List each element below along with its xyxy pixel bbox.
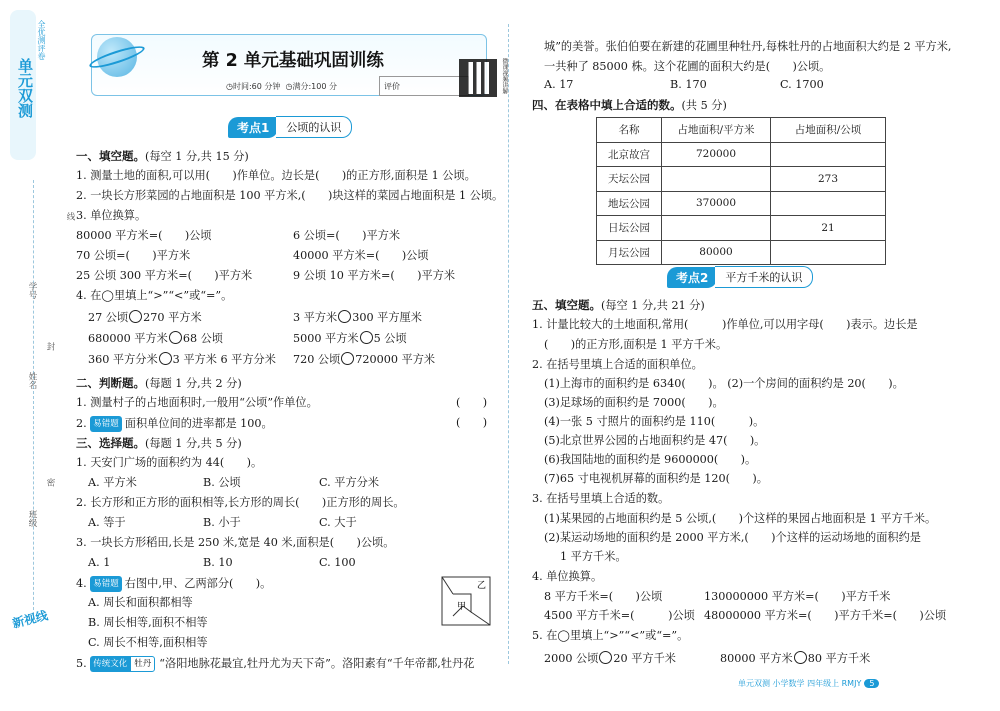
section-5-heading: 五、填空题。(每空 1 分,共 21 分) (532, 298, 705, 312)
field-class: 班级 (27, 510, 37, 527)
table-cell: 北京故宫 (597, 142, 662, 167)
table-cell[interactable] (771, 240, 886, 265)
answer-circle[interactable] (794, 651, 807, 664)
field-name: 姓名 (27, 372, 37, 389)
sub-question: (1)上海市的面积约是 6340( )。 (2)一个房间的面积约是 20( )。 (544, 377, 904, 390)
answer-circle[interactable] (169, 331, 182, 344)
option[interactable]: A. 周长和面积都相等 (88, 596, 193, 609)
conversion-item: 80000 平方米=( )公顷 (76, 229, 212, 242)
answer-paren[interactable]: ( ) (456, 396, 488, 409)
table-row (597, 216, 886, 241)
answer-circle[interactable] (341, 352, 354, 365)
column-divider (508, 24, 509, 664)
compare-item: 5000 平方米 5 公顷 (293, 332, 407, 345)
publisher-logo: 新视线 (10, 608, 50, 631)
question-text: 5. 传统文化 牡丹 “洛阳地脉花最宜,牡丹尤为天下奇”。洛阳素有“千年帝都,牡丹花 (76, 657, 475, 670)
compare-item: 27 公顷 270 平方米 (88, 311, 202, 324)
question-text: 一共种了 85000 株。这个花圃的面积大约是( )公顷。 (544, 60, 831, 73)
brand-subtitle: 全优测评卷 (37, 20, 46, 60)
table-header-row (597, 118, 886, 143)
table-cell: 天坛公园 (597, 167, 662, 192)
cut-line (33, 180, 34, 620)
sub-question: (2)某运动场地的面积约是 2000 平方米,( )个这样的运动场地的面积约是 (544, 531, 921, 544)
question-text: 城”的美誉。张伯伯要在新建的花圃里种牡丹,每株牡丹的占地面积大约是 2 平方米, (544, 40, 952, 53)
question-text: 1. 测量村子的占地面积时,一般用“公顷”作单位。 (76, 396, 318, 409)
compare-item: 720 公顷 720000 平方米 (293, 353, 436, 366)
option[interactable]: A. 平方米 (88, 476, 137, 489)
clock-icon: ◷ (226, 82, 233, 91)
section-2-heading: 二、判断题。(每题 1 分,共 2 分) (76, 376, 242, 390)
table-row (597, 167, 886, 192)
option[interactable]: B. 周长相等,面积不相等 (88, 616, 208, 629)
full-score: 满分:100 分 (292, 82, 337, 91)
table-cell[interactable]: 80000 (662, 240, 771, 265)
compare-item: 80000 平方米 80 平方千米 (720, 652, 871, 665)
question-text: 1. 天安门广场的面积约为 44( )。 (76, 456, 263, 469)
answer-circle[interactable] (360, 331, 373, 344)
title-banner (91, 34, 487, 96)
qr-code[interactable] (459, 59, 497, 97)
option[interactable]: A. 等于 (88, 516, 126, 529)
brand-vertical: 单元双测 (10, 10, 36, 160)
kd2-tag: 考点2 (667, 267, 717, 288)
culture-badge: 传统文化 (90, 656, 130, 672)
footer-text: 单元双测 小学数学 四年级上 RMJY (738, 679, 862, 688)
left-column (70, 0, 508, 711)
sub-question: (6)我国陆地的面积约是 9600000( )。 (544, 453, 757, 466)
compare-item: 680000 平方米 68 公顷 (88, 332, 223, 345)
table-cell: 日坛公园 (597, 216, 662, 241)
table-cell[interactable] (771, 142, 886, 167)
page-title: 第 2 单元基础巩固训练 (202, 51, 384, 71)
table-cell[interactable]: 720000 (662, 142, 771, 167)
question-text: 4. 单位换算。 (532, 570, 603, 583)
conversion-item: 70 公顷=( )平方米 (76, 249, 191, 262)
question-text: ( )的正方形,面积是 1 平方千米。 (544, 338, 728, 351)
compare-item: 3 平方米 300 平方厘米 (293, 311, 422, 324)
answer-circle[interactable] (129, 310, 142, 323)
conversion-item: 8 平方千米=( )公顷 (544, 590, 663, 603)
option[interactable]: C. 100 (319, 556, 356, 569)
question-text: 3. 单位换算。 (76, 209, 147, 222)
option[interactable]: B. 10 (203, 556, 233, 569)
question-text: 3. 一块长方形稻田,长是 250 米,宽是 40 米,面积是( )公顷。 (76, 536, 395, 549)
compare-item: 360 平方分米 3 平方米 6 平方分米 (88, 353, 276, 366)
culture-badge-topic: 牡丹 (130, 656, 155, 672)
table-cell[interactable]: 21 (771, 216, 886, 241)
option[interactable]: B. 170 (670, 78, 707, 91)
table-cell: 月坛公园 (597, 240, 662, 265)
section-header-kd1 (228, 116, 352, 138)
section-4-heading: 四、在表格中填上合适的数。(共 5 分) (532, 98, 727, 112)
field-student-id: 学号 (27, 282, 37, 299)
table-row (597, 142, 886, 167)
mistake-badge: 易错题 (90, 576, 122, 592)
section-3-heading: 三、选择题。(每题 1 分,共 5 分) (76, 436, 242, 450)
qr-caption: 微课视频讲解 (501, 58, 508, 94)
table-cell[interactable]: 273 (771, 167, 886, 192)
table-cell[interactable] (771, 191, 886, 216)
question-text: 2. 在括号里填上合适的面积单位。 (532, 358, 703, 371)
option[interactable]: C. 周长不相等,面积相等 (88, 636, 208, 649)
section-1-heading: 一、填空题。(每空 1 分,共 15 分) (76, 149, 249, 163)
table-header: 名称 (597, 118, 662, 143)
kd1-tag: 考点1 (228, 117, 278, 138)
figure-label-jia: 甲 (457, 602, 467, 612)
mistake-badge: 易错题 (90, 416, 122, 432)
shape-figure (441, 576, 491, 626)
question-text: 2. 易错题 面积单位间的进率都是 100。 (76, 417, 273, 430)
option[interactable]: B. 公顷 (203, 476, 241, 489)
kd1-label: 公顷的认识 (276, 116, 352, 138)
conversion-item: 48000000 平方米=( )平方千米=( )公顷 (704, 609, 947, 622)
time-limit: 时间:60 分钟 (232, 82, 281, 91)
question-text: 2. 一块长方形菜园的占地面积是 100 平方米,( )块这样的菜园占地面积是 1 公顷。 (76, 189, 504, 202)
question-text: 3. 在括号里填上合适的数。 (532, 492, 670, 505)
conversion-item: 130000000 平方米=( )平方千米 (704, 590, 891, 603)
table-cell: 地坛公园 (597, 191, 662, 216)
kd2-label: 平方千米的认识 (715, 266, 813, 288)
table-header: 占地面积/公顷 (771, 118, 886, 143)
section-header-kd2 (667, 266, 813, 288)
conversion-item: 40000 平方米=( )公顷 (293, 249, 429, 262)
cut-mark: 密 (45, 478, 55, 487)
option[interactable]: C. 平方分米 (319, 476, 380, 489)
table-row (597, 191, 886, 216)
answer-circle[interactable] (159, 352, 172, 365)
sub-question: (1)某果园的占地面积约是 5 公顷,( )个这样的果园占地面积是 1 平方千米。 (544, 512, 937, 525)
compare-item: 2000 公顷 20 平方千米 (544, 652, 676, 665)
question-text: 1. 测量土地的面积,可以用( )作单位。边长是( )的正方形,面积是 1 公顷。 (76, 169, 476, 182)
table-header: 占地面积/平方米 (662, 118, 771, 143)
option[interactable]: C. 大于 (319, 516, 357, 529)
question-text: 5. 在◯里填上“>”“<”或“=”。 (532, 629, 689, 642)
question-text: 4. 在◯里填上“>”“<”或“=”。 (76, 289, 233, 302)
page-number: 5 (864, 679, 879, 688)
evaluation-box (379, 76, 469, 96)
answer-paren[interactable]: ( ) (456, 416, 488, 429)
table-row (597, 240, 886, 265)
figure-label-yi: 乙 (477, 581, 487, 591)
answer-circle[interactable] (338, 310, 351, 323)
question-text: 1. 计量比较大的土地面积,常用( )作单位,可以用字母( )表示。边长是 (532, 318, 918, 331)
table-cell[interactable] (662, 167, 771, 192)
binding-margin (0, 0, 75, 711)
question-text: 2. 长方形和正方形的面积相等,长方形的周长( )正方形的周长。 (76, 496, 405, 509)
page-footer (738, 678, 879, 689)
eval-label: 评价 (384, 82, 400, 91)
option[interactable]: C. 1700 (780, 78, 824, 91)
answer-circle[interactable] (599, 651, 612, 664)
sub-question: (3)足球场的面积约是 7000( )。 (544, 396, 724, 409)
sub-question: 1 平方千米。 (560, 550, 627, 563)
conversion-item: 25 公顷 300 平方米=( )平方米 (76, 269, 253, 282)
conversion-item: 4500 平方千米=( )公顷 (544, 609, 695, 622)
sub-question: (5)北京世界公园的占地面积约是 47( )。 (544, 434, 766, 447)
score-icon: ◷ (285, 82, 293, 91)
conversion-item: 6 公顷=( )平方米 (293, 229, 401, 242)
cut-mark: 线 (65, 212, 75, 221)
sub-question: (4)一张 5 寸照片的面积约是 110( )。 (544, 415, 765, 428)
conversion-item: 9 公顷 10 平方米=( )平方米 (293, 269, 456, 282)
option[interactable]: B. 小于 (203, 516, 241, 529)
table-cell[interactable]: 370000 (662, 191, 771, 216)
time-score-info (226, 81, 337, 92)
cut-mark: 封 (45, 342, 55, 351)
area-table (596, 117, 886, 265)
table-cell[interactable] (662, 216, 771, 241)
question-text: 4. 易错题 右图中,甲、乙两部分( )。 (76, 577, 272, 590)
sub-question: (7)65 寸电视机屏幕的面积约是 120( )。 (544, 472, 768, 485)
option[interactable]: A. 1 (88, 556, 111, 569)
option[interactable]: A. 17 (544, 78, 574, 91)
